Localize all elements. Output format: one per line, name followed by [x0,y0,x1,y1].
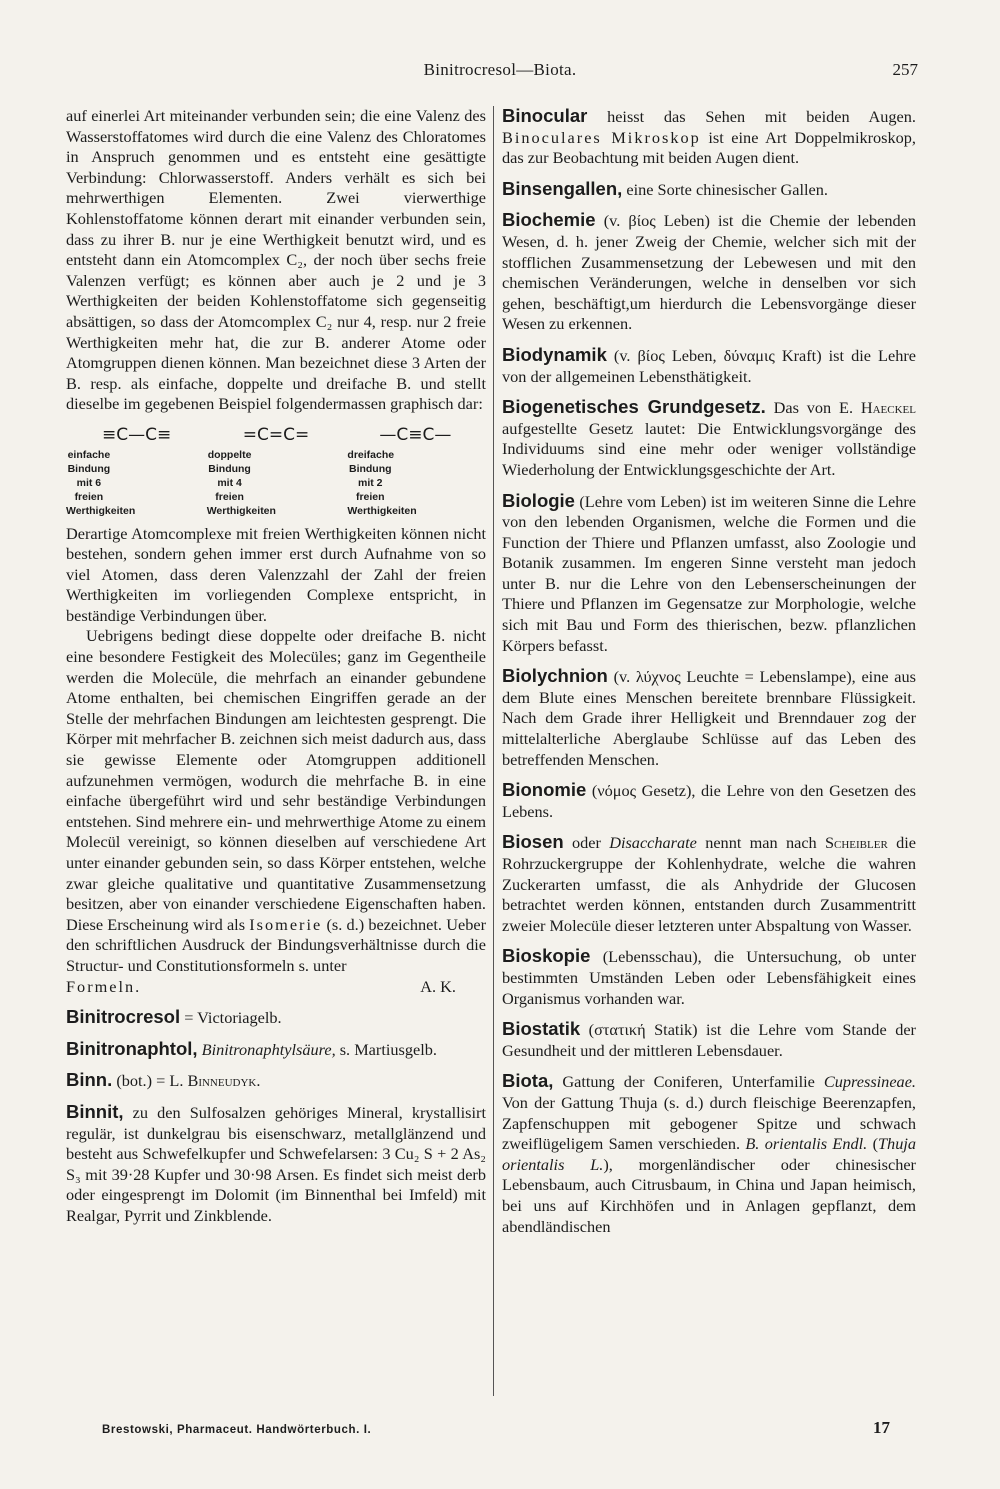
entry-author: Binneudyk. [187,1071,261,1091]
dictionary-entry [502,491,916,657]
entry-text: ( [872,1134,878,1154]
dictionary-entry [502,210,916,335]
headword: Bionomie [502,779,587,801]
entry-italic: Disaccharate [609,833,697,853]
headword: Biogenetisches Grundgesetz. [502,396,766,418]
headword: Binn. [66,1069,113,1091]
paragraph [66,626,486,976]
caption-line: dreifache Bindung [347,448,395,475]
entry-text: ist eine Art Doppelmikroskop, das zur Beobachtung mit beiden Augen dient. [502,127,916,168]
dictionary-entry [502,397,916,480]
dictionary-entry [502,832,916,936]
entry-text: heisst das Sehen mit beiden Augen. [607,107,916,126]
entry-text: oder [571,833,601,853]
entry-text: (v. βίος Leben) ist die Chemie der lebenden Wesen, d. h. jener Zweig der Chemie, welcher sich mit der stofflichen Zusammensetzung der Lebewesen und mit den chemischen Veränderungen, welche in denselben vor sich gehen, beschäftigt,um hierdurch die Lebensvorgänge dieser Wesen zu erkennen. [502,211,917,334]
double-bond-caption [207,448,346,518]
dictionary-entry [502,345,916,387]
caption-line: mit 2 freien [355,476,385,503]
dictionary-entry [66,1039,486,1061]
cross-reference: Isomerie [249,914,323,934]
running-title: Binitrocresol—Biota. [423,60,577,79]
author-initials: A. K. [420,976,456,996]
entry-text: (στατική Statik) ist die Lehre vom Stande der Gesundheit und der mittleren Lebensdauer. [502,1020,916,1060]
dictionary-entry [502,946,916,1009]
entry-text: Gattung der Coniferen, Unterfamilie [562,1072,815,1092]
headword: Biodynamik [502,343,607,365]
entry-text: (Lehre vom Leben) ist im weiteren Sinne die Lehre von den lebenden Organismen, welche die Formen und die Function der Thiere und Pflanzen umfasst, also Zoologie und Botanik zusammen. Im engeren Sinne versteht man jedoch unter B. nur die Lehre von den Lebenserscheinungen der Thiere und Pflanzen im Gegensatze zur Morphologie, welche sich mit Bau und Form des thierischen, bezw. pflanzlichen Körpers befasst. [502,491,916,655]
dictionary-entry [66,1070,486,1092]
dictionary-entry [502,780,916,822]
right-column [502,106,916,1247]
entry-italic: Thuja orientalis L. [502,1134,917,1174]
double-bond-formula: =C=C= [242,424,310,445]
entry-text: = Victoriagelb. [184,1008,282,1028]
entry-text: (v. λύχνος Leuchte = Lebenslampe), eine aus dem Blute eines Menschen bereitete brennbare Flüssigkeit. Nach dem Grade ihrer Helligkeit und Brenndauer zog der mittelalterliche Aberglaube Schlüsse auf das Leben des betreffenden Menschen. [502,667,916,769]
entry-term: Binoculares Mikroskop [502,127,701,147]
entry-text: (v. βίος Leben, δύναμις Kraft) ist die Lehre von der allgemeinen Lebensthätigkeit. [502,345,916,386]
cross-reference: Formeln. [66,976,142,996]
entry-text: s. Martiusgelb. [339,1039,437,1059]
headword: Binocular [502,105,588,126]
headword: Biostatik [502,1018,581,1040]
footer-source: Brestowski, Pharmaceut. Handwörterbuch. I. [102,1424,372,1436]
caption-line: doppelte Bindung [207,448,252,475]
paragraph-text: Uebrigens bedingt diese doppelte oder dreifache B. nicht eine besondere Festigkeit des Molecüles; ganz im Gegentheile werden die Molecüle, die mehrfach an einander gebundene Atome enthalten, bei chemischen Eingriffen gerade an der Stelle der mehrfachen Bindungen am leichtesten gesprengt. Die Körper mit mehrfacher B. zeichnen sich meist dadurch aus, dass sie gewisse Elemente oder Atomgruppen additionell aufzunehmen vermögen, wodurch die mehrfache B. in eine einfache übergeführt wird und sehr beständige Verbindungen entstehen. Sind mehrere ein- und mehrwerthige Atome zu einem Molecül vereinigt, so können dieselben auf verschiedene Art unter einander gebunden sein, so dass Körper entstehen, welche zwar gleiche qualitative und quantitative Zusammensetzung besitzen, aber von einander verschiedene Eigenschaften haben. Diese Erscheinung wird als [66,626,487,934]
dictionary-entry [502,179,916,201]
headword: Biolychnion [502,665,608,687]
dictionary-entry [502,1019,916,1061]
headword: Biosen [502,831,564,853]
caption-line: Werthigkeiten [347,504,417,517]
headword: Biochemie [502,209,596,231]
entry-text: zu den Sulfosalzen gehöriges Mineral, krystallisirt regulär, ist dunkelgrau bis eisenschwarz, metallglänzend und besteht aus Schwefelkupfer und Schwefelarsen: 3 Cu₂ S + 2 As₂ S₃ mit 39·28 Kupfer und 30·98 Arsen. Es findet sich meist derb oder eingesprengt im Dolomit (im Binnenthal bei Imfeld) mit Realgar, Pyrrit und Zinkblende. [66,1102,486,1225]
dictionary-entry [502,106,916,169]
headword: Biologie [502,489,575,511]
bond-formulas [68,425,484,446]
single-bond-formula: ≡C—C≡ [102,424,172,445]
entry-text: nennt man nach [705,833,817,853]
entry-text: (νόμος Gesetz), die Lehre von den Gesetzen des Lebens. [502,781,917,821]
paragraph-ending [66,977,486,998]
entry-text: (Lebensschau), die Untersuchung, ob unter bestimmten Umständen Leben oder Lebensfähigkeit eines Organismus vorhanden war. [502,947,916,1008]
page-number: 257 [892,60,918,79]
entry-author: Haeckel [860,398,916,418]
paragraph: Derartige Atomcomplexe mit freien Werthigkeiten können nicht bestehen, sondern gehen immer erst durch Aufnahme von so viel Atomen, dass deren Valenzzahl der Zahl der freien Werthigkeiten im vorliegenden Complexe entspricht, in beständige Verbindungen über. [66,523,486,625]
entry-text: ), morgenländischer oder chinesischer Lebensbaum, auch Citrusbaum, in China und Japan heimisch, bei uns auf Kirchhöfen und in Anlagen gepflanzt, dem abendländischen [502,1154,916,1236]
dictionary-entry [66,1007,486,1029]
headword: Binitrocresol [66,1006,181,1028]
dictionary-entry [66,1102,486,1227]
signature-mark: 17 [873,1418,890,1437]
entry-text: eine Sorte chinesischer Gallen. [626,179,828,199]
triple-bond-caption [347,448,486,518]
caption-line: einfache Bindung [67,448,111,475]
left-column [66,106,486,1237]
entry-author: Scheibler [824,833,888,853]
dictionary-entry [502,666,916,770]
entry-italic: Cupressineae. [823,1072,916,1092]
entry-text: Das von E. [773,398,854,418]
headword: Binitronaphtol, [66,1037,198,1059]
paragraph: auf einerlei Art miteinander verbunden sein; die eine Valenz des Wasserstoffatomes wird durch die eine Valenz des Chloratomes in Anspruch genommen und es entsteht eine gesättigte Verbindung: Chlorwasserstoff. Anders verhält es sich bei mehrwerthigen Elementen. Zwei vierwerthige Kohlenstoffatome können derart mit einander verbunden sein, dass zu ihrer B. nur je eine Werthigkeit benutzt wird, und es entsteht dann ein Atomcomplex C₂, der noch über sechs freie Valenzen verfügt; es können aber auch je 2 und je 3 Werthigkeiten der beiden Kohlenstoffatome sich gegenseitig absättigen, so dass der Atomcomplex C₂ nur 4, resp. nur 2 freie Werthigkeiten mehr hat, die zur B. anderer Atome oder Atomgruppen dienen können. Man bezeichnet diese 3 Arten der B. resp. als einfache, doppelte und dreifache B. und stellt dieselbe im gegebenen Beispiel folgendermassen graphisch dar: [66,106,486,414]
entry-italic: Binitronaphtylsäure, [201,1039,336,1059]
paragraph-text: (s. d.) bezeichnet. Ueber den schriftlichen Ausdruck der Bindungsverhältnisse durch die Structur- und Constitutionsformeln s. unter [66,914,486,975]
caption-line: Werthigkeiten [66,504,136,517]
headword: Binnit, [66,1100,124,1122]
entry-text: die Rohrzuckergruppe der Kohlenhydrate, welche die wahren Zuckerarten umfasst, die als Anhydride der Glucosen betrachtet werden können, entstanden durch Zusammentritt zweier Molecüle dieser letzteren unter Abspaltung von Wasser. [502,833,916,935]
caption-line: mit 6 freien [74,476,104,503]
dictionary-entry [502,1071,916,1237]
single-bond-caption [66,448,205,518]
bond-captions [66,448,486,518]
entry-text: aufgestellte Gesetz lautet: Die Entwicklungsvorgänge des Individuums sind eine mehr oder weniger vollständige Wiederholung der Entwicklungsgeschichte der Art. [502,418,916,479]
caption-line: Werthigkeiten [206,504,276,517]
caption-line: mit 4 freien [215,476,244,503]
triple-bond-formula: —C≡C— [379,424,452,445]
entry-text: Von der Gattung Thuja (s. d.) durch fleischige Beerenzapfen, Zapfenschuppen mit gebogener Spitze und schwach zweiflügeligem Samen verschieden. [502,1092,916,1154]
headword: Biota, [502,1070,554,1092]
headword: Binsengallen, [502,177,623,199]
column-divider [493,106,494,1396]
entry-italic: B. orientalis Endl. [745,1134,868,1154]
headword: Bioskopie [502,945,591,967]
entry-text: (bot.) = L. [116,1071,184,1091]
